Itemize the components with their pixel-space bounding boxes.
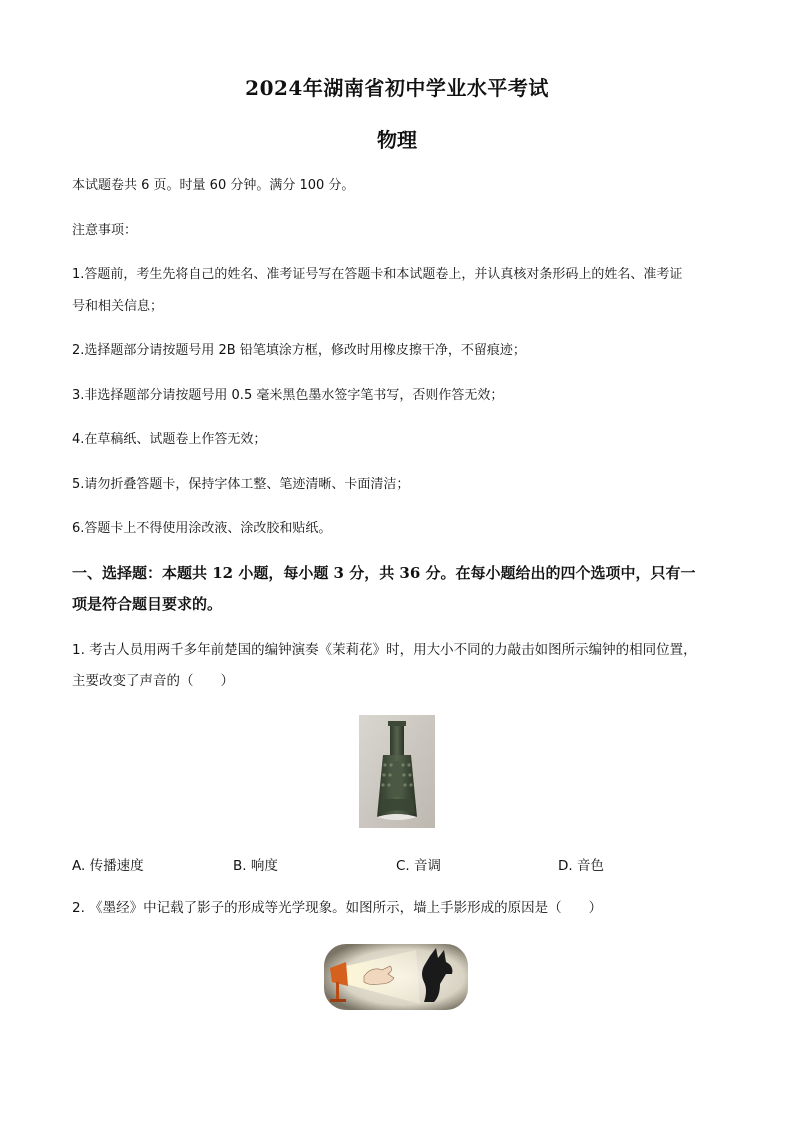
bronze-bell-figure: [359, 715, 435, 828]
option-c: C. 音调: [396, 858, 442, 874]
subject-title: 物理: [377, 128, 417, 152]
section-heading: 一、选择题：本题共 12 小题，每小题 3 分，共 36 分。在每小题给出的四个选项中，只有一: [72, 564, 696, 582]
section-heading-cont: 项是符合题目要求的。: [72, 595, 223, 613]
question-2-stem: 2. 《墨经》中记载了影子的形成等光学现象。如图所示，墙上手影形成的原因是（ ）: [72, 900, 603, 916]
exam-title: 2024年湖南省初中学业水平考试: [245, 76, 549, 100]
question-1-stem: 1. 考古人员用两千多年前楚国的编钟演奏《茉莉花》时，用大小不同的力敲击如图所示编钟的相同位置，: [72, 642, 697, 658]
option-a: A. 传播速度: [72, 858, 144, 874]
notes-title: 注意事项：: [72, 223, 138, 238]
note-item: 3.非选择题部分请按题号用 0.5 毫米黑色墨水签字笔书写，否则作答无效；: [72, 388, 504, 403]
note-item: 1.答题前，考生先将自己的姓名、准考证号写在答题卡和本试题卷上，并认真核对条形码上的姓名、准考证: [72, 267, 683, 282]
hand-shadow-figure: [324, 944, 468, 1010]
question-1-stem-cont: 主要改变了声音的（ ）: [72, 673, 234, 689]
note-item: 2.选择题部分请按题号用 2B 铅笔填涂方框，修改时用橡皮擦干净，不留痕迹；: [72, 343, 526, 358]
note-item: 5.请勿折叠答题卡，保持字体工整、笔迹清晰、卡面清洁；: [72, 477, 410, 492]
exam-info: 本试题卷共 6 页。时量 60 分钟。满分 100 分。: [72, 178, 355, 193]
option-d: D. 音色: [558, 858, 604, 874]
note-item: 6.答题卡上不得使用涂改液、涂改胶和贴纸。: [72, 521, 332, 536]
note-item: 4.在草稿纸、试题卷上作答无效；: [72, 432, 267, 447]
note-item: 号和相关信息；: [72, 299, 164, 314]
option-b: B. 响度: [233, 858, 278, 874]
